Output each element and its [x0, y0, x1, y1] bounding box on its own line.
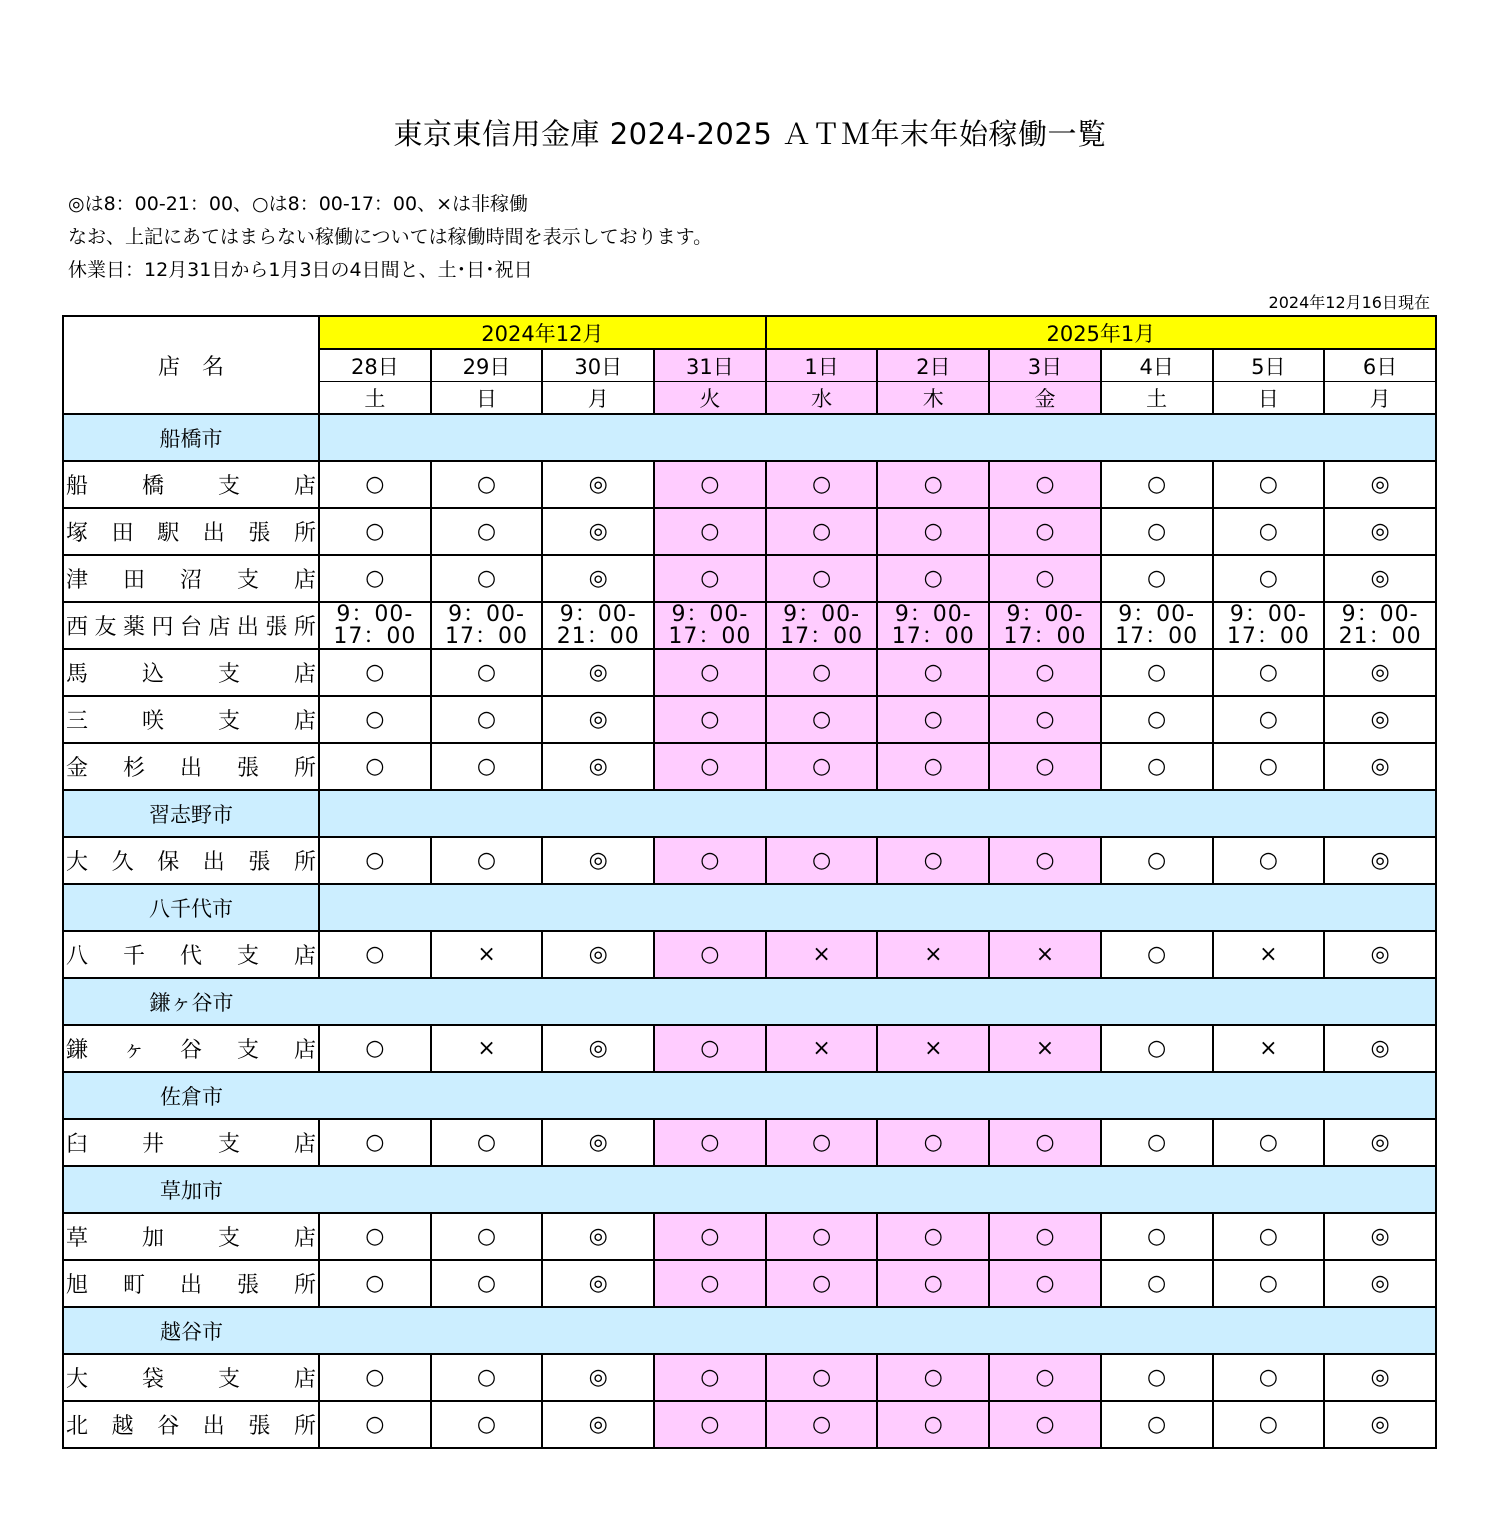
status-cell: ○	[319, 743, 431, 790]
status-cell: ◎	[1324, 508, 1436, 555]
branch-name-text: 鎌 ヶ 谷 支 店	[66, 1038, 316, 1063]
status-cell: ○	[989, 555, 1101, 602]
branch-row	[63, 1354, 1436, 1401]
status-cell: ○	[1101, 1119, 1213, 1166]
status-cell: ○	[1213, 1119, 1325, 1166]
status-cell: ◎	[542, 1213, 654, 1260]
status-cell: ○	[1213, 1354, 1325, 1401]
status-cell: ○	[766, 508, 878, 555]
status-cell: ○	[766, 1354, 878, 1401]
region-row	[63, 1072, 1436, 1119]
branch-row	[63, 1025, 1436, 1072]
status-cell: ○	[319, 461, 431, 508]
branch-name	[63, 602, 319, 649]
branch-name-text: 草 加 支 店	[66, 1226, 316, 1251]
status-cell: ○	[989, 837, 1101, 884]
branch-name	[63, 1213, 319, 1260]
branch-name	[63, 1401, 319, 1448]
status-cell: ○	[989, 1119, 1101, 1166]
weekday-header: 月	[1324, 382, 1436, 415]
status-cell: ○	[1101, 1354, 1213, 1401]
status-cell: ○	[766, 1401, 878, 1448]
status-cell: ○	[1101, 649, 1213, 696]
hours-cell: 9：00- 17：00	[319, 602, 431, 649]
branch-name-text: 臼 井 支 店	[66, 1132, 316, 1157]
status-cell: ○	[1101, 555, 1213, 602]
status-cell: ◎	[1324, 743, 1436, 790]
date-header: 28日	[319, 349, 431, 382]
branch-row	[63, 1401, 1436, 1448]
status-cell: ○	[766, 1213, 878, 1260]
status-cell: ○	[654, 555, 766, 602]
status-cell: ○	[1213, 1260, 1325, 1307]
status-cell: ○	[989, 1213, 1101, 1260]
status-cell: ○	[319, 1401, 431, 1448]
status-cell: ◎	[542, 837, 654, 884]
status-cell: ○	[877, 1354, 989, 1401]
date-header: 1日	[766, 349, 878, 382]
store-name-header: 店 名	[63, 316, 319, 414]
branch-name-text: 旭 町 出 張 所	[66, 1273, 316, 1298]
status-cell: ○	[877, 649, 989, 696]
status-cell: ○	[431, 461, 543, 508]
status-cell: ×	[431, 931, 543, 978]
legend-line: ◎は8：00-21：00、○は8：00-17：00、×は非稼働	[68, 193, 529, 215]
status-cell: ○	[319, 837, 431, 884]
status-cell: ○	[877, 1213, 989, 1260]
status-cell: ×	[766, 1025, 878, 1072]
branch-row	[63, 743, 1436, 790]
status-cell: ○	[989, 743, 1101, 790]
status-cell: ○	[431, 508, 543, 555]
status-cell: ○	[1213, 1213, 1325, 1260]
weekday-header: 日	[1213, 382, 1325, 415]
weekday-header: 金	[989, 382, 1101, 415]
status-cell: ×	[766, 931, 878, 978]
atm-schedule-table	[62, 315, 1437, 1449]
weekday-header: 火	[654, 382, 766, 415]
status-cell: ○	[1101, 461, 1213, 508]
status-cell: ○	[654, 1025, 766, 1072]
status-cell: ×	[1213, 1025, 1325, 1072]
status-cell: ○	[1101, 931, 1213, 978]
status-cell: ○	[319, 555, 431, 602]
status-cell: ○	[319, 1025, 431, 1072]
status-cell: ○	[766, 1119, 878, 1166]
hours-cell: 9：00- 17：00	[654, 602, 766, 649]
branch-name-text: 船 橋 支 店	[66, 474, 316, 499]
hours-cell: 9：00- 17：00	[1101, 602, 1213, 649]
region-name: 佐倉市	[63, 1072, 319, 1119]
hours-cell: 9：00- 21：00	[1324, 602, 1436, 649]
branch-row	[63, 1119, 1436, 1166]
branch-name	[63, 1119, 319, 1166]
status-cell: ○	[877, 1119, 989, 1166]
weekday-header: 木	[877, 382, 989, 415]
region-band	[319, 790, 1436, 837]
status-cell: ◎	[1324, 1025, 1436, 1072]
status-cell: ◎	[542, 508, 654, 555]
status-cell: ◎	[542, 743, 654, 790]
branch-name	[63, 1354, 319, 1401]
status-cell: ◎	[542, 555, 654, 602]
status-cell: ○	[1213, 555, 1325, 602]
legend-notes	[68, 188, 712, 287]
status-cell: ○	[319, 508, 431, 555]
status-cell: ○	[431, 743, 543, 790]
status-cell: ×	[431, 1025, 543, 1072]
branch-name-text: 金 杉 出 張 所	[66, 756, 316, 781]
status-cell: ○	[877, 1260, 989, 1307]
date-header: 5日	[1213, 349, 1325, 382]
status-cell: ○	[654, 1213, 766, 1260]
status-cell: ○	[989, 696, 1101, 743]
branch-row	[63, 649, 1436, 696]
status-cell: ×	[989, 1025, 1101, 1072]
region-name: 草加市	[63, 1166, 319, 1213]
status-cell: ○	[1213, 461, 1325, 508]
status-cell: ○	[319, 1354, 431, 1401]
branch-name	[63, 931, 319, 978]
status-cell: ×	[877, 1025, 989, 1072]
status-cell: ○	[877, 508, 989, 555]
status-cell: ○	[1213, 837, 1325, 884]
weekday-header: 日	[431, 382, 543, 415]
status-cell: ◎	[1324, 1119, 1436, 1166]
branch-name	[63, 649, 319, 696]
hours-cell: 9：00- 17：00	[989, 602, 1101, 649]
weekday-header: 土	[1101, 382, 1213, 415]
weekday-header: 月	[542, 382, 654, 415]
status-cell: ○	[766, 696, 878, 743]
weekday-header: 土	[319, 382, 431, 415]
date-header: 31日	[654, 349, 766, 382]
region-band	[319, 1307, 1436, 1354]
status-cell: ○	[766, 837, 878, 884]
status-cell: ○	[1101, 1401, 1213, 1448]
as-of-date: 2024年12月16日現在	[1268, 293, 1430, 312]
region-band	[319, 978, 1436, 1025]
status-cell: ○	[319, 1260, 431, 1307]
date-header: 6日	[1324, 349, 1436, 382]
status-cell: ○	[654, 931, 766, 978]
status-cell: ○	[766, 743, 878, 790]
branch-name	[63, 1025, 319, 1072]
status-cell: ×	[877, 931, 989, 978]
status-cell: ○	[1101, 1025, 1213, 1072]
status-cell: ○	[654, 1119, 766, 1166]
branch-row	[63, 837, 1436, 884]
region-row	[63, 790, 1436, 837]
status-cell: ◎	[1324, 931, 1436, 978]
branch-name	[63, 461, 319, 508]
branch-row	[63, 555, 1436, 602]
region-row	[63, 978, 1436, 1025]
hours-cell: 9：00- 17：00	[431, 602, 543, 649]
region-name: 鎌ヶ谷市	[63, 978, 319, 1025]
status-cell: ○	[989, 461, 1101, 508]
status-cell: ○	[766, 461, 878, 508]
status-cell: ◎	[1324, 649, 1436, 696]
status-cell: ○	[1213, 696, 1325, 743]
status-cell: ○	[431, 555, 543, 602]
status-cell: ◎	[1324, 1401, 1436, 1448]
status-cell: ○	[989, 508, 1101, 555]
branch-row	[63, 508, 1436, 555]
status-cell: ○	[654, 743, 766, 790]
status-cell: ○	[431, 1260, 543, 1307]
branch-name-text: 大 久 保 出 張 所	[66, 850, 316, 875]
status-cell: ○	[877, 461, 989, 508]
branch-name	[63, 508, 319, 555]
region-name: 越谷市	[63, 1307, 319, 1354]
status-cell: ○	[1101, 1213, 1213, 1260]
status-cell: ◎	[542, 1119, 654, 1166]
branch-name-text: 西 友 薬 円 台 店 出 張 所	[66, 615, 316, 640]
region-name: 船橋市	[63, 414, 319, 461]
status-cell: ○	[654, 649, 766, 696]
branch-name	[63, 837, 319, 884]
region-band	[319, 414, 1436, 461]
status-cell: ○	[654, 1354, 766, 1401]
region-name: 習志野市	[63, 790, 319, 837]
holiday-note: 休業日：12月31日から1月3日の4日間と、土･日･祝日	[68, 259, 533, 281]
status-cell: ○	[989, 1260, 1101, 1307]
status-cell: ◎	[1324, 1213, 1436, 1260]
status-cell: ○	[766, 649, 878, 696]
branch-name-text: 北 越 谷 出 張 所	[66, 1414, 316, 1439]
branch-name-text: 八 千 代 支 店	[66, 944, 316, 969]
status-cell: ○	[431, 837, 543, 884]
status-cell: ◎	[542, 1260, 654, 1307]
status-cell: ○	[1213, 508, 1325, 555]
branch-name-text: 馬 込 支 店	[66, 662, 316, 687]
status-cell: ◎	[1324, 1354, 1436, 1401]
status-cell: ○	[431, 1401, 543, 1448]
status-cell: ○	[319, 1119, 431, 1166]
region-row	[63, 1166, 1436, 1213]
status-cell: ○	[654, 696, 766, 743]
date-header: 3日	[989, 349, 1101, 382]
status-cell: ○	[877, 743, 989, 790]
date-header: 30日	[542, 349, 654, 382]
branch-name-text: 塚 田 駅 出 張 所	[66, 521, 316, 546]
status-cell: ×	[1213, 931, 1325, 978]
status-cell: ○	[877, 1401, 989, 1448]
date-header: 2日	[877, 349, 989, 382]
status-cell: ○	[877, 837, 989, 884]
status-cell: ○	[431, 1119, 543, 1166]
status-cell: ○	[1101, 837, 1213, 884]
branch-row	[63, 461, 1436, 508]
status-cell: ○	[1213, 743, 1325, 790]
status-cell: ○	[877, 555, 989, 602]
status-cell: ◎	[542, 461, 654, 508]
status-cell: ○	[1101, 1260, 1213, 1307]
status-cell: ○	[989, 649, 1101, 696]
status-cell: ◎	[542, 1025, 654, 1072]
branch-name	[63, 555, 319, 602]
status-cell: ○	[654, 508, 766, 555]
branch-row	[63, 931, 1436, 978]
branch-row	[63, 1260, 1436, 1307]
note-line: なお、上記にあてはまらない稼働については稼働時間を表示しております。	[68, 226, 713, 248]
status-cell: ○	[766, 1260, 878, 1307]
branch-row	[63, 1213, 1436, 1260]
month-header: 2024年12月	[319, 316, 766, 349]
status-cell: ○	[431, 649, 543, 696]
status-cell: ◎	[1324, 555, 1436, 602]
status-cell: ◎	[542, 1401, 654, 1448]
hours-cell: 9：00- 17：00	[1213, 602, 1325, 649]
status-cell: ◎	[1324, 696, 1436, 743]
region-row	[63, 414, 1436, 461]
region-name: 八千代市	[63, 884, 319, 931]
status-cell: ○	[431, 696, 543, 743]
branch-name	[63, 743, 319, 790]
status-cell: ○	[654, 1260, 766, 1307]
status-cell: ◎	[1324, 837, 1436, 884]
branch-name	[63, 1260, 319, 1307]
status-cell: ○	[989, 1354, 1101, 1401]
hours-cell: 9：00- 17：00	[877, 602, 989, 649]
hours-cell: 9：00- 21：00	[542, 602, 654, 649]
status-cell: ○	[766, 555, 878, 602]
status-cell: ○	[319, 649, 431, 696]
region-row	[63, 884, 1436, 931]
status-cell: ○	[1213, 649, 1325, 696]
status-cell: ○	[319, 696, 431, 743]
status-cell: ○	[1101, 743, 1213, 790]
branch-name	[63, 696, 319, 743]
status-cell: ○	[1213, 1401, 1325, 1448]
page-title: 東京東信用金庫 2024-2025 ＡＴＭ年末年始稼働一覧	[393, 117, 1107, 151]
region-band	[319, 1166, 1436, 1213]
status-cell: ○	[654, 461, 766, 508]
status-cell: ◎	[542, 1354, 654, 1401]
branch-name-text: 大 袋 支 店	[66, 1367, 316, 1392]
region-row	[63, 1307, 1436, 1354]
status-cell: ◎	[1324, 1260, 1436, 1307]
status-cell: ○	[654, 837, 766, 884]
status-cell: ◎	[1324, 461, 1436, 508]
region-band	[319, 884, 1436, 931]
status-cell: ○	[319, 1213, 431, 1260]
weekday-header: 水	[766, 382, 878, 415]
branch-name-text: 三 咲 支 店	[66, 709, 316, 734]
status-cell: ○	[989, 1401, 1101, 1448]
branch-row	[63, 602, 1436, 649]
status-cell: ×	[989, 931, 1101, 978]
status-cell: ○	[431, 1213, 543, 1260]
status-cell: ○	[654, 1401, 766, 1448]
date-header: 4日	[1101, 349, 1213, 382]
branch-name-text: 津 田 沼 支 店	[66, 568, 316, 593]
status-cell: ○	[431, 1354, 543, 1401]
hours-cell: 9：00- 17：00	[766, 602, 878, 649]
region-band	[319, 1072, 1436, 1119]
status-cell: ◎	[542, 649, 654, 696]
branch-row	[63, 696, 1436, 743]
date-header: 29日	[431, 349, 543, 382]
status-cell: ○	[1101, 508, 1213, 555]
status-cell: ○	[319, 931, 431, 978]
status-cell: ○	[877, 696, 989, 743]
status-cell: ○	[1101, 696, 1213, 743]
status-cell: ◎	[542, 696, 654, 743]
month-header: 2025年1月	[766, 316, 1436, 349]
status-cell: ◎	[542, 931, 654, 978]
